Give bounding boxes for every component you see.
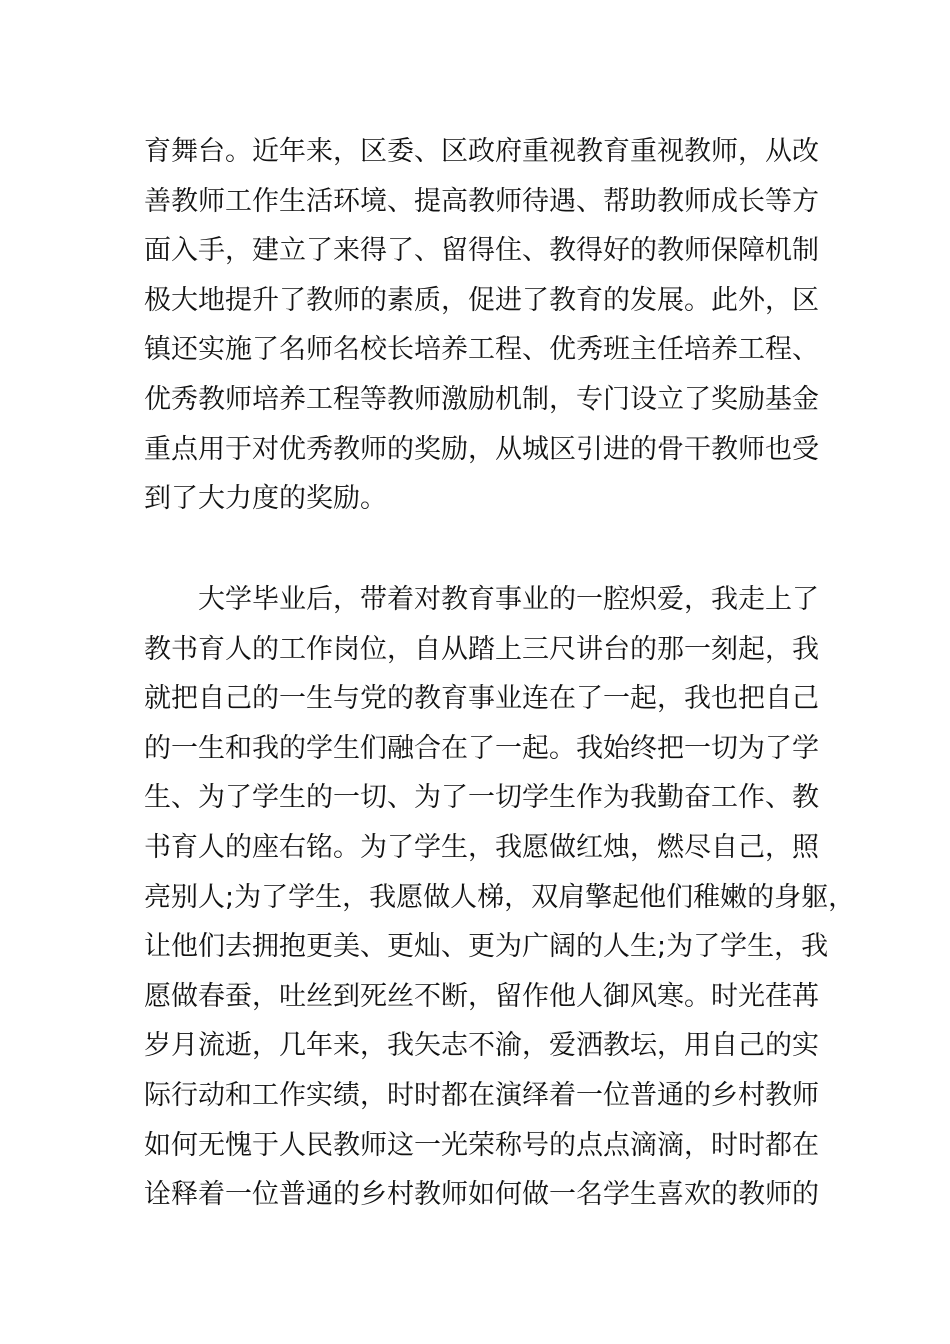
paragraph-2 <box>144 575 856 1220</box>
text-line: 生、为了学生的一切、为了一切学生作为我勤奋工作、教 <box>144 782 819 814</box>
text-line: 到了大力度的奖励。 <box>144 483 387 515</box>
text-line: 育舞台。近年来，区委、区政府重视教育重视教师，从改 <box>144 136 819 167</box>
text-line: 际行动和工作实绩，时时都在演绎着一位普通的乡村教师 <box>144 1079 819 1111</box>
text-line: 镇还实施了名师名校长培养工程、优秀班主任培养工程、 <box>144 334 819 366</box>
text-line: 愿做春蚕，吐丝到死丝不断，留作他人御风寒。时光荏苒 <box>144 980 819 1012</box>
text-line: 如何无愧于人民教师这一光荣称号的点点滴滴，时时都在 <box>144 1129 819 1161</box>
text-line: 就把自己的一生与党的教育事业连在了一起，我也把自己 <box>144 683 819 715</box>
text-line: 重点用于对优秀教师的奖励，从城区引进的骨干教师也受 <box>144 433 819 465</box>
text-line: 亮别人;为了学生，我愿做人梯，双肩擎起他们稚嫩的身躯， <box>144 881 856 913</box>
text-line: 的一生和我的学生们融合在了一起。我始终把一切为了学 <box>144 732 819 764</box>
text-line: 极大地提升了教师的素质，促进了教育的发展。此外，区 <box>144 284 819 316</box>
text-line: 面入手，建立了来得了、留得住、教得好的教师保障机制 <box>144 235 819 267</box>
text-line: 书育人的座右铭。为了学生，我愿做红烛，燃尽自己，照 <box>144 831 819 863</box>
text-line: 善教师工作生活环境、提高教师待遇、帮助教师成长等方 <box>144 185 819 217</box>
text-line: 教书育人的工作岗位，自从踏上三尺讲台的那一刻起，我 <box>144 633 819 665</box>
text-line-indented: 大学毕业后，带着对教育事业的一腔炽爱，我走上了 <box>198 584 819 615</box>
text-line: 优秀教师培养工程等教师激励机制，专门设立了奖励基金 <box>144 383 819 415</box>
text-line: 诠释着一位普通的乡村教师如何做一名学生喜欢的教师的 <box>144 1179 819 1211</box>
text-line: 岁月流逝，几年来，我矢志不渝，爱洒教坛，用自己的实 <box>144 1030 819 1062</box>
paragraph-1 <box>144 127 834 524</box>
text-line: 让他们去拥抱更美、更灿、更为广阔的人生;为了学生，我 <box>144 931 829 963</box>
